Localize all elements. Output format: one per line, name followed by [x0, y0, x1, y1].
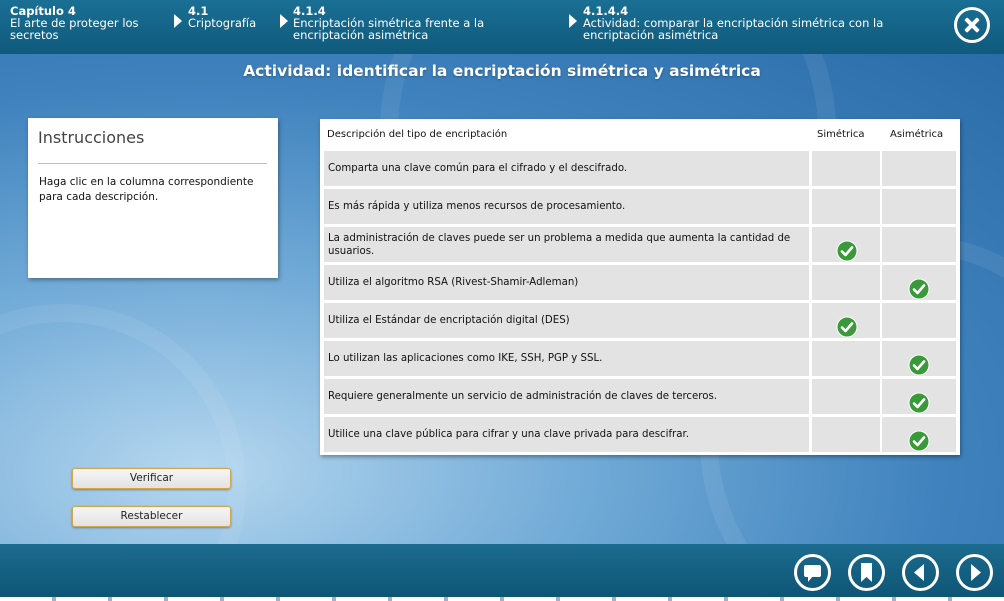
- row-description: La administración de claves puede ser un problema a medida que aumenta la cantidad de usuarios.: [324, 227, 809, 262]
- activity-stage: [0, 54, 1004, 544]
- breadcrumb-subsection[interactable]: [293, 5, 518, 41]
- instructions-divider: [38, 163, 267, 164]
- section-number: 4.1: [188, 4, 209, 18]
- asymmetric-cell[interactable]: [882, 265, 956, 300]
- instructions-text: Haga clic en la columna correspondiente para cada descripción.: [39, 176, 254, 203]
- instructions-panel: [28, 118, 278, 278]
- check-icon: [836, 316, 858, 342]
- breadcrumb-activity[interactable]: [583, 5, 913, 41]
- column-header-description: Descripción del tipo de encriptación: [327, 129, 508, 140]
- check-icon: [908, 354, 930, 380]
- table-row: [324, 227, 958, 262]
- subsection-title: Encriptación simétrica frente a la encriptación asimétrica: [293, 16, 485, 42]
- table-row: [324, 417, 958, 452]
- page-title: Actividad: identificar la encriptación simétrica y asimétrica: [243, 62, 761, 80]
- comment-icon[interactable]: [794, 554, 831, 591]
- activity-number: 4.1.4.4: [583, 4, 629, 18]
- asymmetric-cell[interactable]: [882, 341, 956, 376]
- symmetric-cell[interactable]: [812, 227, 880, 262]
- footer-navigation: [0, 544, 1004, 601]
- next-icon[interactable]: [956, 554, 993, 591]
- asymmetric-cell[interactable]: [882, 417, 956, 452]
- bottom-strip: [0, 597, 1004, 601]
- next-icon-glyph: [959, 557, 990, 588]
- header-breadcrumb: [0, 0, 1004, 54]
- previous-icon-glyph: [905, 557, 936, 588]
- breadcrumb-arrow-icon: [569, 14, 577, 28]
- check-icon: [908, 430, 930, 456]
- row-description: Comparta una clave común para el cifrado y el descifrado.: [324, 151, 809, 186]
- row-description: Utiliza el algoritmo RSA (Rivest-Shamir-Adleman): [324, 265, 809, 300]
- bookmark-icon-glyph: [851, 557, 882, 588]
- check-icon: [836, 240, 858, 266]
- comment-icon-glyph: [797, 557, 828, 588]
- symmetric-cell[interactable]: [812, 189, 880, 224]
- table-row: [324, 379, 958, 414]
- row-description: Es más rápida y utiliza menos recursos de procesamiento.: [324, 189, 809, 224]
- asymmetric-cell[interactable]: [882, 379, 956, 414]
- table-row: [324, 151, 958, 186]
- encryption-table: [320, 119, 960, 455]
- check-icon: [908, 278, 930, 304]
- row-description: Utilice una clave pública para cifrar y una clave privada para descifrar.: [324, 417, 809, 452]
- symmetric-cell[interactable]: [812, 151, 880, 186]
- asymmetric-cell[interactable]: [882, 227, 956, 262]
- table-row: [324, 341, 958, 376]
- symmetric-cell[interactable]: [812, 341, 880, 376]
- previous-icon[interactable]: [902, 554, 939, 591]
- column-header-asymmetric: Asimétrica: [890, 129, 944, 140]
- chapter-number: Capítulo 4: [10, 4, 76, 18]
- row-description: Requiere generalmente un servicio de administración de claves de terceros.: [324, 379, 809, 414]
- asymmetric-cell[interactable]: [882, 189, 956, 224]
- column-header-symmetric: Simétrica: [817, 129, 865, 140]
- row-description: Utiliza el Estándar de encriptación digital (DES): [324, 303, 809, 338]
- table-row: [324, 303, 958, 338]
- asymmetric-cell[interactable]: [882, 151, 956, 186]
- breadcrumb-section[interactable]: [188, 5, 268, 29]
- symmetric-cell[interactable]: [812, 379, 880, 414]
- asymmetric-cell[interactable]: [882, 303, 956, 338]
- bookmark-icon[interactable]: [848, 554, 885, 591]
- row-description: Lo utilizan las aplicaciones como IKE, SSH, PGP y SSL.: [324, 341, 809, 376]
- breadcrumb-arrow-icon: [174, 14, 182, 28]
- breadcrumb-arrow-icon: [280, 14, 288, 28]
- subsection-number: 4.1.4: [293, 4, 326, 18]
- instructions-title: Instrucciones: [38, 128, 145, 147]
- close-icon[interactable]: [954, 7, 990, 43]
- breadcrumb-chapter[interactable]: [10, 5, 160, 41]
- reset-button[interactable]: Restablecer: [72, 506, 231, 527]
- symmetric-cell[interactable]: [812, 417, 880, 452]
- table-row: [324, 265, 958, 300]
- verify-button[interactable]: Verificar: [72, 468, 231, 489]
- activity-title: Actividad: comparar la encriptación simétrica con la encriptación asimétrica: [583, 16, 884, 42]
- symmetric-cell[interactable]: [812, 303, 880, 338]
- section-title: Criptografía: [188, 16, 257, 30]
- symmetric-cell[interactable]: [812, 265, 880, 300]
- table-row: [324, 189, 958, 224]
- check-icon: [908, 392, 930, 418]
- chapter-title: El arte de proteger los secretos: [10, 16, 139, 42]
